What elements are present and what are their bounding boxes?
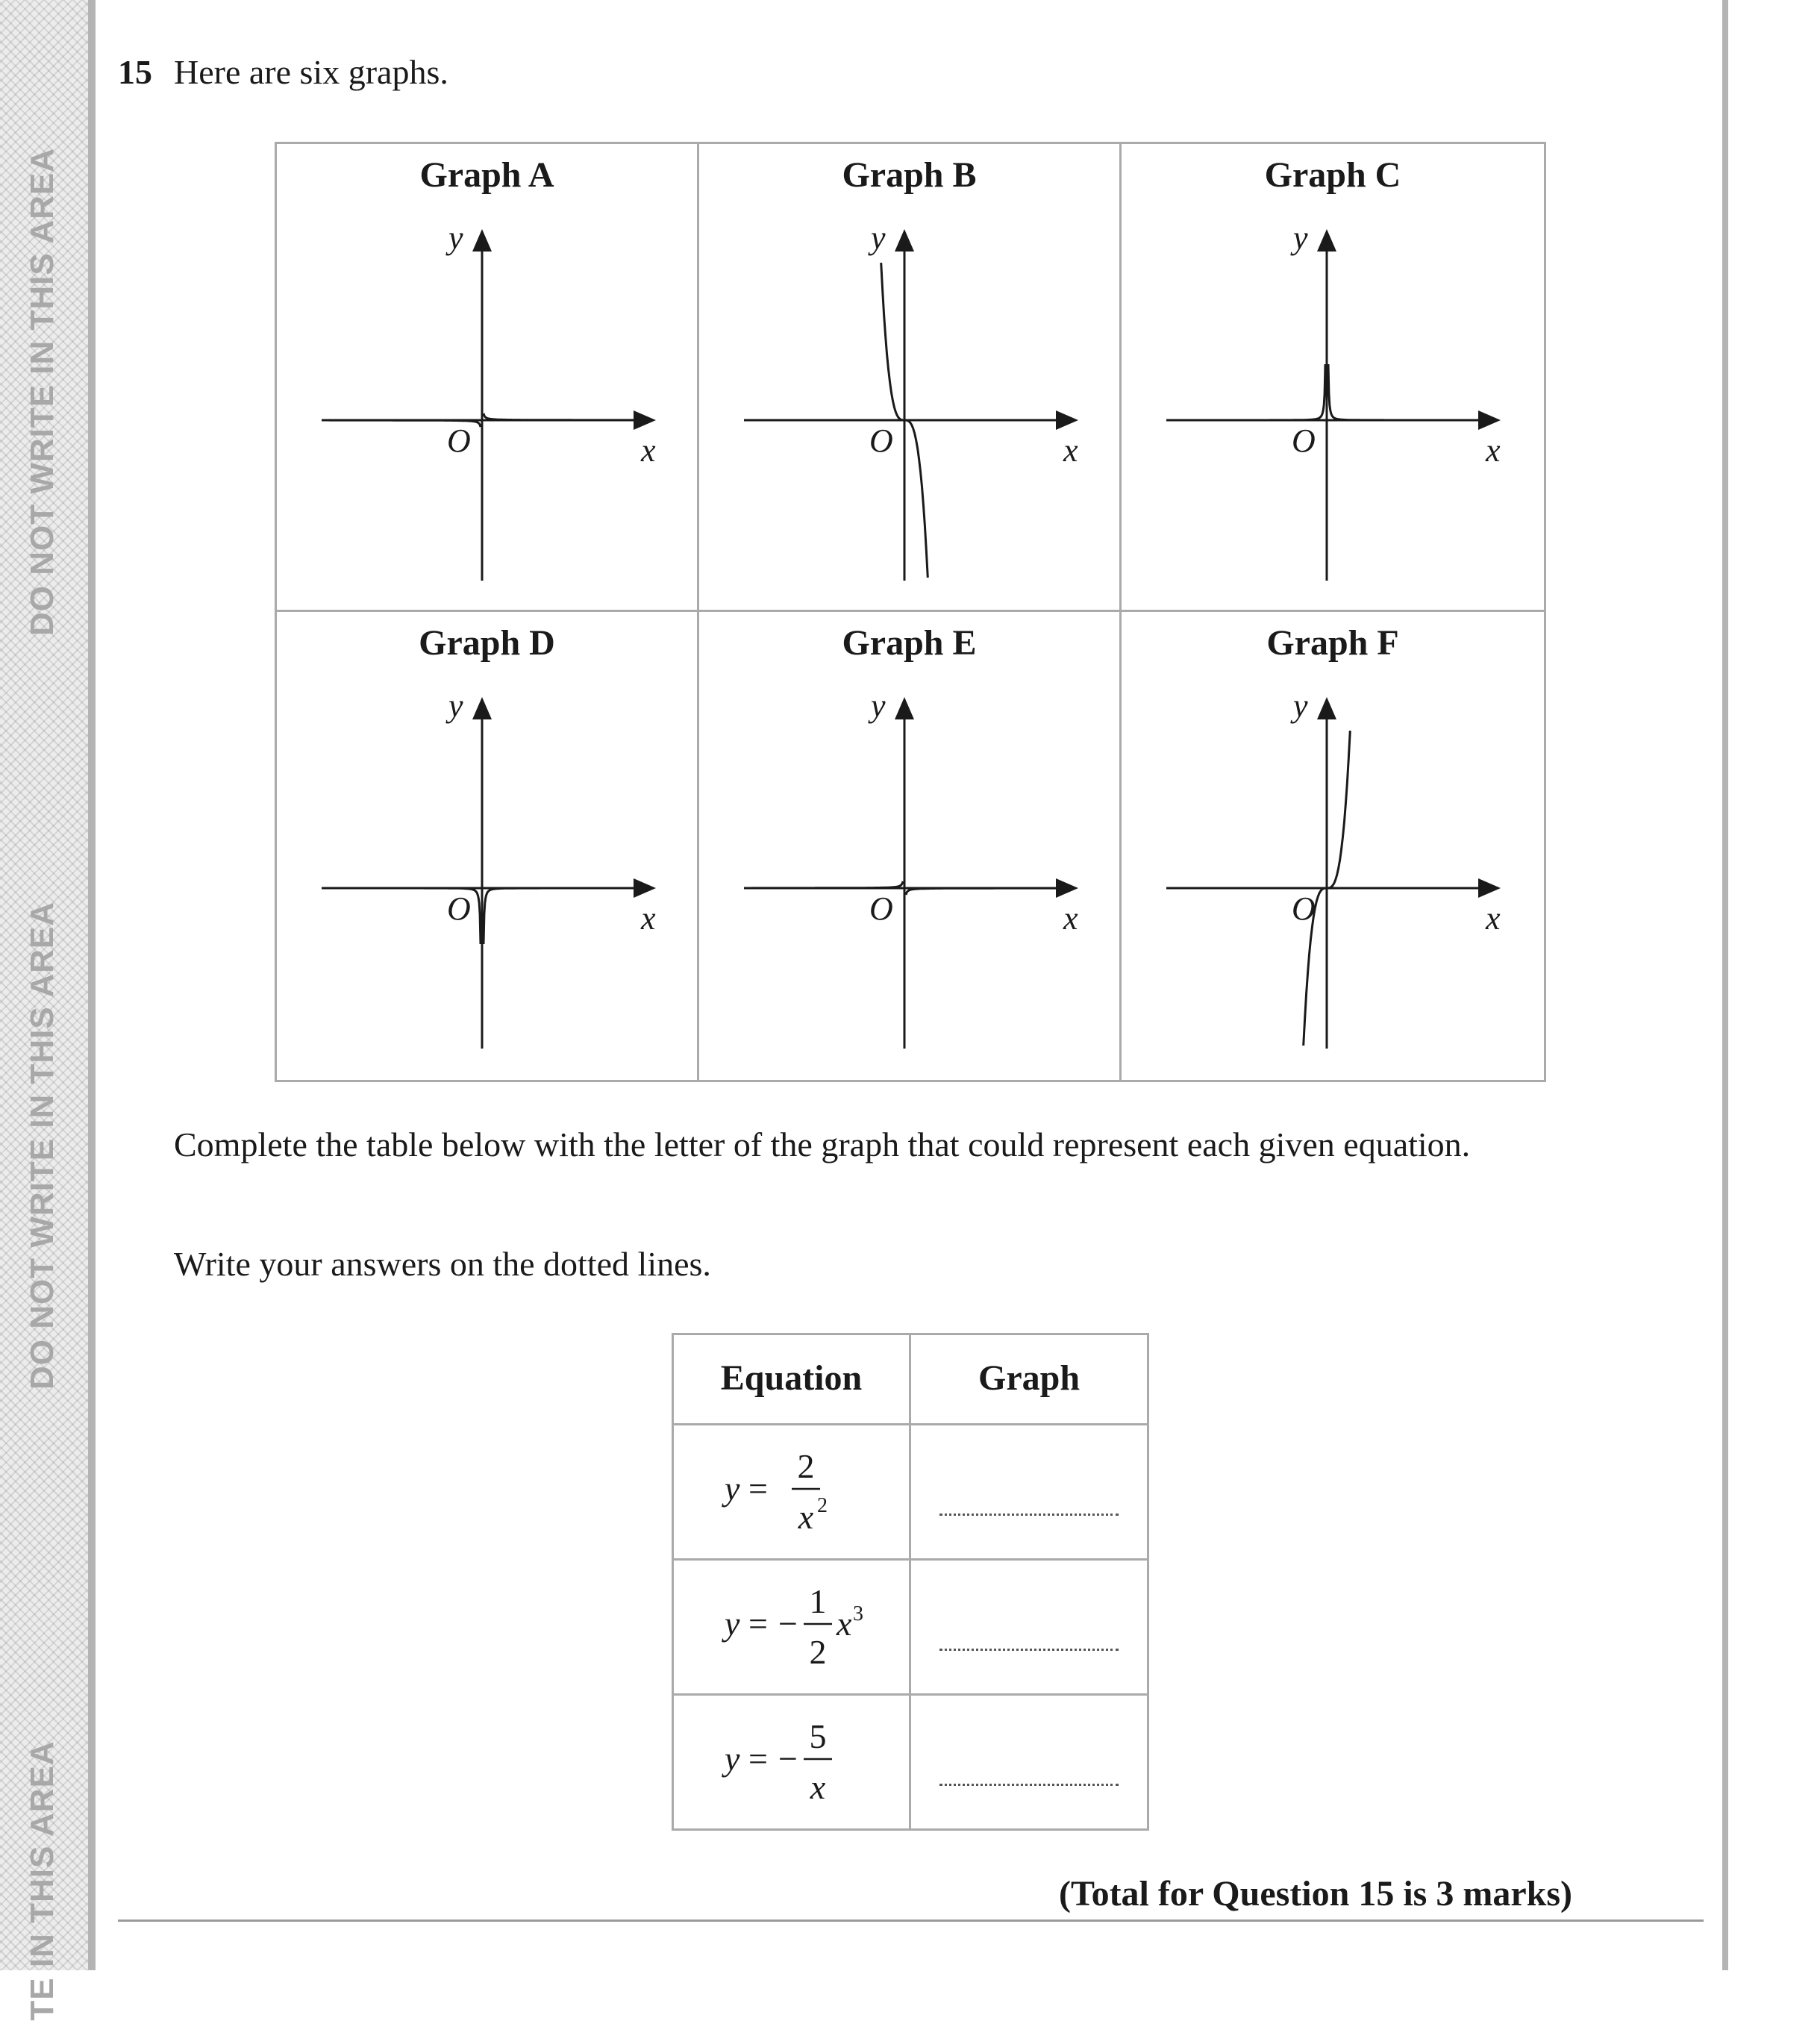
graph-curve-right-branch: [484, 888, 635, 944]
y-axis-arrow: [895, 697, 914, 719]
graph-answer-cell[interactable]: [911, 1696, 1147, 1828]
graph-title: Graph F: [1266, 623, 1399, 663]
y-axis-arrow: [472, 697, 492, 719]
do-not-write-label: DO NOT WRITE IN THIS AREA: [24, 147, 60, 637]
equation-lhs-y: y: [725, 1740, 740, 1778]
graph-plot: [1122, 612, 1544, 1081]
x-axis-arrow: [1478, 410, 1501, 430]
equation-equals: =: [748, 1605, 768, 1643]
graph-plot: [699, 612, 1122, 1081]
graph-title: Graph A: [419, 155, 554, 195]
y-axis-label: y: [1293, 687, 1308, 724]
margin-rule: [88, 0, 96, 1970]
right-rule: [1722, 0, 1728, 1970]
graph-title: Graph D: [419, 623, 555, 663]
graph-cell-f: [1122, 612, 1544, 1080]
x-axis-arrow: [1478, 878, 1501, 898]
fraction-numerator: 2: [797, 1447, 815, 1485]
answer-table-row: [674, 1561, 1147, 1696]
y-axis-label: y: [1293, 219, 1308, 256]
graph-title: Graph E: [842, 623, 977, 663]
graph-curve-right-branch: [484, 413, 635, 420]
y-axis-arrow: [1317, 229, 1336, 252]
graph-cell-e: [699, 612, 1122, 1080]
answer-table-row: [674, 1696, 1147, 1828]
graph-plot: [1122, 144, 1544, 613]
origin-label: O: [1292, 890, 1316, 927]
answer-dotted-line[interactable]: [939, 1514, 1119, 1516]
fraction-numerator: 1: [809, 1582, 827, 1620]
y-axis-label: y: [871, 687, 886, 724]
graph-cell-d: [277, 612, 699, 1080]
x-axis-label: x: [641, 432, 656, 469]
fraction-denominator: x: [810, 1768, 826, 1806]
equation-sign: −: [778, 1605, 798, 1643]
bottom-rule: [118, 1920, 1704, 1922]
graph-curve-left-branch: [751, 881, 903, 888]
fraction-denominator: 2: [809, 1633, 827, 1671]
origin-label: O: [1292, 422, 1316, 459]
equation-formula: [674, 1696, 911, 1828]
y-axis-label: y: [448, 219, 463, 256]
answer-table-header: [674, 1335, 1147, 1425]
graph-grid: [275, 142, 1546, 1082]
graph-plot: [277, 612, 699, 1081]
equation-equals: =: [748, 1469, 768, 1508]
graph-answer-cell[interactable]: [911, 1425, 1147, 1558]
origin-label: O: [447, 422, 471, 459]
equation-formula: [674, 1425, 911, 1558]
graph-cell-a: [277, 144, 699, 612]
graph-cell-c: [1122, 144, 1544, 612]
do-not-write-label-partial: TE IN THIS AREA: [24, 1740, 60, 2021]
x-axis-label: x: [1063, 432, 1078, 469]
x-axis-arrow: [634, 878, 656, 898]
graph-plot: [277, 144, 699, 613]
question-intro: Here are six graphs.: [174, 53, 448, 91]
equation-cell: [674, 1696, 911, 1828]
graph-curve-left-branch: [1174, 364, 1325, 420]
x-axis-arrow: [1056, 878, 1078, 898]
question-number: 15: [118, 53, 152, 91]
x-axis-label: x: [641, 900, 656, 937]
do-not-write-label: DO NOT WRITE IN THIS AREA: [24, 901, 60, 1390]
answer-table: [672, 1333, 1149, 1831]
equation-cell: [674, 1425, 911, 1558]
graph-plot: [699, 144, 1122, 613]
y-axis-label: y: [448, 687, 463, 724]
fraction-numerator: 5: [809, 1717, 827, 1755]
answer-dotted-line[interactable]: [939, 1784, 1119, 1786]
answer-table-row: [674, 1425, 1147, 1561]
equation-formula: [674, 1561, 911, 1693]
equation-lhs-y: y: [725, 1469, 740, 1508]
denominator-exponent: 2: [817, 1494, 828, 1517]
origin-label: O: [869, 422, 893, 459]
equation-lhs-y: y: [725, 1605, 740, 1643]
origin-label: O: [869, 890, 893, 927]
instruction-write-answers: Write your answers on the dotted lines.: [174, 1245, 711, 1283]
total-marks: (Total for Question 15 is 3 marks): [1058, 1874, 1572, 1914]
equation-equals: =: [748, 1740, 768, 1778]
graph-answer-cell[interactable]: [911, 1561, 1147, 1693]
x-axis-arrow: [1056, 410, 1078, 430]
graph-title: Graph B: [842, 155, 977, 195]
graph-cell-b: [699, 144, 1122, 612]
origin-label: O: [447, 890, 471, 927]
graph-header: Graph: [978, 1358, 1081, 1398]
x-axis-label: x: [1486, 432, 1501, 469]
graph-curve-right-branch: [906, 888, 1057, 895]
y-axis-arrow: [1317, 697, 1336, 719]
answer-dotted-line[interactable]: [939, 1649, 1119, 1651]
instruction-complete-table: Complete the table below with the letter of the graph that could represent each given equation.: [174, 1125, 1471, 1163]
y-axis-label: y: [871, 219, 886, 256]
equation-header: Equation: [720, 1358, 863, 1398]
x-axis-label: x: [1486, 900, 1501, 937]
y-axis-arrow: [895, 229, 914, 252]
equation-sign: −: [778, 1740, 798, 1778]
fraction-denominator: x: [798, 1498, 814, 1536]
suffix-exponent: 3: [853, 1602, 863, 1625]
x-axis-label: x: [1063, 900, 1078, 937]
equation-cell: [674, 1561, 911, 1693]
y-axis-arrow: [472, 229, 492, 252]
graph-curve-right-branch: [1328, 364, 1480, 420]
graph-title: Graph C: [1264, 155, 1401, 195]
equation-suffix: x: [836, 1605, 852, 1643]
x-axis-arrow: [634, 410, 656, 430]
